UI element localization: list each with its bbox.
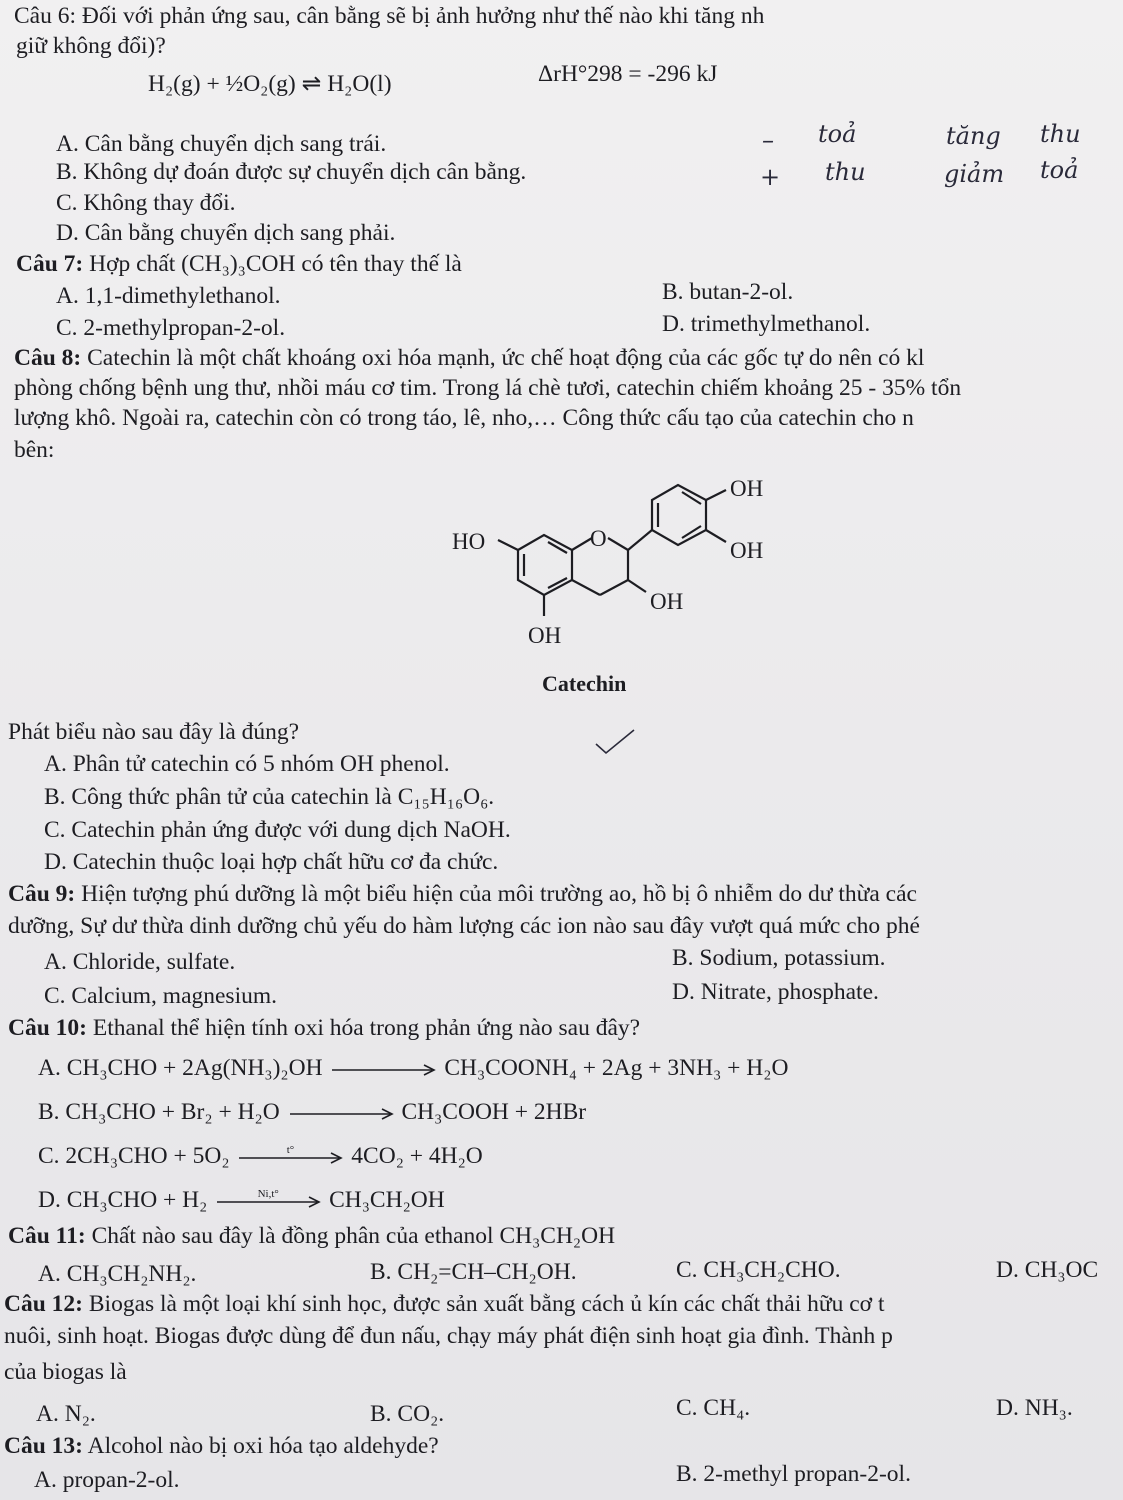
q12-stem-line2: nuôi, sinh hoạt. Biogas được dùng để đun nấu, chạy máy phát điện sinh hoạt gia đình. Thành p xyxy=(4,1323,893,1349)
q9-stem-line2: dưỡng, Sự dư thừa dinh dưỡng chủ yếu do hàm lượng các ion nào sau đây vượt quá mức cho phé xyxy=(8,913,920,939)
q11-option-b: B. CH₂=CH–CH₂OH. xyxy=(370,1259,577,1285)
q12-option-a: A. N₂. xyxy=(36,1401,96,1427)
q12-option-b: B. CO₂. xyxy=(370,1401,445,1427)
q12-stem-line3: của biogas là xyxy=(4,1359,127,1385)
q10-option-a-left: A. CH₃CHO + 2Ag(NH₃)₂OH xyxy=(38,1055,323,1081)
handwriting-line2-word3: toả xyxy=(1040,156,1079,184)
reaction-arrow-icon xyxy=(213,1187,323,1212)
reaction-arrow-icon xyxy=(328,1060,438,1080)
q7-stem-text: Hợp chất (CH₃)₃COH có tên thay thế là xyxy=(89,251,462,277)
catechin-oh-top: OH xyxy=(730,476,764,501)
q7-option-d: D. trimethylmethanol. xyxy=(662,311,871,337)
q6-option-b: B. Không dự đoán được sự chuyển dịch cân bằng. xyxy=(56,159,527,185)
handwriting-line1-word1: toả xyxy=(818,120,857,148)
q8-stem-line2: phòng chống bệnh ung thư, nhồi máu cơ tim. Trong lá chè tươi, catechin chiếm khoảng 25 - 35% tổn xyxy=(14,375,962,401)
q6-stem-line2: giữ không đổi)? xyxy=(16,33,166,59)
q8-option-a: A. Phân tử catechin có 5 nhóm OH phenol. xyxy=(44,751,450,777)
q10-option-a-right: CH₃COONH₄ + 2Ag + 3NH₃ + H₂O xyxy=(444,1055,789,1081)
q10-label: Câu 10: xyxy=(8,1015,87,1041)
catechin-oh-right: OH xyxy=(730,538,764,563)
reaction-arrow-icon xyxy=(286,1104,396,1124)
q8-stem-line1-text: Catechin là một chất khoáng oxi hóa mạnh, ức chế hoạt động của các gốc tự do nên có kl xyxy=(87,345,925,371)
catechin-caption: Catechin xyxy=(542,671,627,696)
q12-option-c: C. CH₄. xyxy=(676,1395,751,1421)
q11-label: Câu 11: xyxy=(8,1223,86,1249)
q7-label: Câu 7: xyxy=(16,251,84,277)
handwriting-line1-word3: thu xyxy=(1040,120,1081,148)
handwriting-line2-word2: giảm xyxy=(944,160,1005,188)
q7-option-a: A. 1,1-dimethylethanol. xyxy=(56,283,281,309)
q8-stem-line4: bên: xyxy=(14,437,55,463)
q8-stem-line1 xyxy=(14,344,924,372)
q11-option-c: C. CH₃CH₂CHO. xyxy=(676,1257,841,1283)
catechin-ring-oxygen: O xyxy=(590,526,607,551)
reaction-arrow-icon xyxy=(235,1143,345,1168)
q10-option-c-condition: t° xyxy=(286,1143,295,1156)
catechin-oh-bottom: OH xyxy=(528,623,562,648)
handwriting-line2-word1: thu xyxy=(825,158,866,186)
q8-label: Câu 8: xyxy=(14,345,82,371)
q8-option-c: C. Catechin phản ứng được với dung dịch NaOH. xyxy=(44,817,511,843)
catechin-oh-ring: OH xyxy=(650,589,684,614)
catechin-ho-left: HO xyxy=(452,529,486,554)
q11-option-a: A. CH₃CH₂NH₂. xyxy=(38,1261,197,1287)
q9-option-a: A. Chloride, sulfate. xyxy=(44,949,236,975)
q9-option-d: D. Nitrate, phosphate. xyxy=(672,979,879,1005)
q12-stem-line1-text: Biogas là một loại khí sinh học, được sản xuất bằng cách ủ kín các chất thải hữu cơ t xyxy=(88,1291,885,1317)
q6-stem-line1: Câu 6: Đối với phản ứng sau, cân bằng sẽ bị ảnh hưởng như thế nào khi tăng nh xyxy=(14,3,765,29)
q8-stem-line3: lượng khô. Ngoài ra, catechin còn có trong táo, lê, nho,… Công thức cấu tạo của catechin cho n xyxy=(14,405,914,431)
q10-option-d xyxy=(38,1186,445,1214)
q9-option-b: B. Sodium, potassium. xyxy=(672,945,886,971)
q10-option-b-left: B. CH₃CHO + Br₂ + H₂O xyxy=(38,1099,280,1125)
q13-stem-text: Alcohol nào bị oxi hóa tạo aldehyde? xyxy=(87,1433,439,1459)
q13-label: Câu 13: xyxy=(4,1433,83,1459)
q13-option-b: B. 2-methyl propan-2-ol. xyxy=(676,1461,911,1487)
catechin-structure xyxy=(440,468,800,658)
q7-stem xyxy=(16,250,462,278)
q10-option-c xyxy=(38,1142,483,1170)
q7-option-c: C. 2-methylpropan-2-ol. xyxy=(56,315,286,341)
q12-stem-line1 xyxy=(4,1290,884,1318)
q11-stem-text: Chất nào sau đây là đồng phân của ethanol CH₃CH₂OH xyxy=(91,1223,616,1249)
q10-option-d-condition: Ni,t° xyxy=(257,1187,279,1200)
q12-option-d: D. NH₃. xyxy=(996,1395,1073,1421)
q6-option-d: D. Cân bằng chuyển dịch sang phải. xyxy=(56,220,396,246)
q6-reaction: H₂(g) + ½O₂(g) ⇌ H₂O(l) xyxy=(148,71,392,97)
q6-option-c: C. Không thay đổi. xyxy=(56,190,236,216)
q10-option-c-left: C. 2CH₃CHO + 5O₂ xyxy=(38,1143,230,1169)
q10-stem xyxy=(8,1014,640,1042)
handwriting-line2-sign: + xyxy=(760,163,781,191)
checkmark-icon xyxy=(592,726,638,756)
q12-label: Câu 12: xyxy=(4,1291,83,1317)
q10-option-c-right: 4CO₂ + 4H₂O xyxy=(351,1143,483,1169)
q8-prompt: Phát biểu nào sau đây là đúng? xyxy=(8,719,300,745)
q10-option-d-right: CH₃CH₂OH xyxy=(329,1187,445,1213)
q10-option-a xyxy=(38,1054,788,1082)
q8-option-d: D. Catechin thuộc loại hợp chất hữu cơ đa chức. xyxy=(44,849,499,875)
q11-option-d: D. CH₃OC xyxy=(996,1257,1099,1283)
q9-stem-line1 xyxy=(8,880,917,908)
q10-option-b-right: CH₃COOH + 2HBr xyxy=(401,1099,587,1125)
q13-stem xyxy=(4,1432,439,1460)
q10-option-b xyxy=(38,1098,586,1126)
q6-enthalpy: ΔrH°298 = -296 kJ xyxy=(538,61,718,87)
handwriting-line1-word2: tăng xyxy=(946,122,1001,150)
handwriting-line1-sign: – xyxy=(762,126,774,154)
q11-stem xyxy=(8,1222,615,1250)
q10-option-d-left: D. CH₃CHO + H₂ xyxy=(38,1187,208,1213)
q6-option-a: A. Cân bằng chuyển dịch sang trái. xyxy=(56,131,387,157)
q13-option-a: A. propan-2-ol. xyxy=(34,1467,180,1493)
q9-option-c: C. Calcium, magnesium. xyxy=(44,983,278,1009)
q9-stem-line1-text: Hiện tượng phú dưỡng là một biểu hiện của môi trường ao, hồ bị ô nhiễm do dư thừa các xyxy=(81,881,917,907)
q8-option-b: B. Công thức phân tử của catechin là C₁₅H₁₆O₆. xyxy=(44,784,495,810)
q10-stem-text: Ethanal thể hiện tính oxi hóa trong phản ứng nào sau đây? xyxy=(92,1015,641,1041)
q7-option-b: B. butan-2-ol. xyxy=(662,279,794,305)
q9-label: Câu 9: xyxy=(8,881,76,907)
